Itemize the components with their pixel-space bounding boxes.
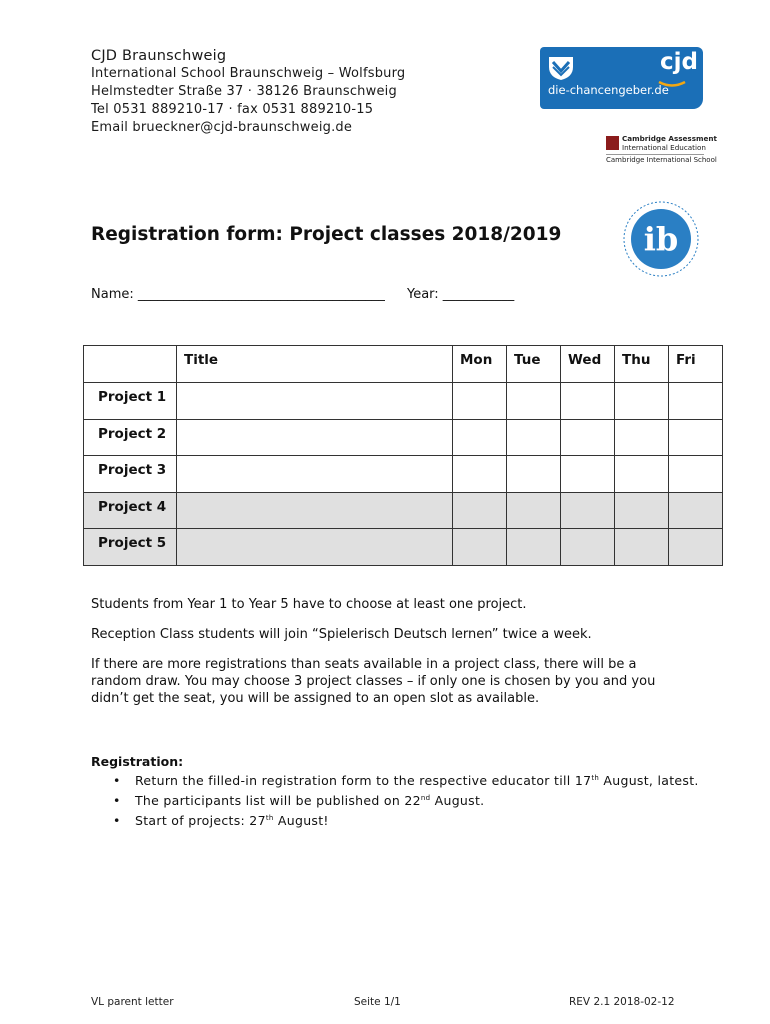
bullet-text: Return the filled-in registration form to the respective educator till 17	[135, 773, 592, 788]
fri-cell[interactable]	[669, 456, 723, 493]
title-cell[interactable]	[177, 420, 453, 456]
fri-cell[interactable]	[669, 493, 723, 529]
wed-cell[interactable]	[561, 383, 615, 420]
header-thu: Thu	[615, 346, 669, 383]
street-address: Helmstedter Straße 37 · 38126 Braunschweig	[91, 84, 397, 99]
bullet-sup: nd	[420, 793, 431, 802]
table-row	[84, 383, 723, 420]
wed-cell[interactable]	[561, 456, 615, 493]
cambridge-shield-icon	[606, 136, 619, 150]
form-title: Registration form: Project classes 2018/2019	[91, 224, 562, 245]
paragraph-draw: If there are more registrations than seats available in a project class, there will be a random draw. You may choose 3 project classes – if only one is chosen by you and you didn’t get the seat, you will be assigned to an open slot as available.	[91, 657, 656, 706]
mon-cell[interactable]	[453, 493, 507, 529]
bullet-sup: th	[591, 773, 600, 782]
thu-cell[interactable]	[615, 420, 669, 456]
table-row	[84, 420, 723, 456]
school-name: International School Braunschweig – Wolfsburg	[91, 66, 406, 81]
paragraph-reception: Reception Class students will join “Spielerisch Deutsch lernen” twice a week.	[91, 627, 592, 642]
phone-fax: Tel 0531 889210-17 · fax 0531 889210-15	[91, 102, 374, 117]
thu-cell[interactable]	[615, 456, 669, 493]
table-header-row	[84, 346, 723, 383]
registration-heading: Registration:	[91, 754, 184, 769]
mon-cell[interactable]	[453, 529, 507, 566]
row-label: Project 1	[84, 383, 177, 420]
header-mon: Mon	[453, 346, 507, 383]
fri-cell[interactable]	[669, 529, 723, 566]
bullet-icon: •	[113, 773, 121, 788]
tue-cell[interactable]	[507, 529, 561, 566]
bullet-text: The participants list will be published on 22	[135, 793, 421, 808]
cambridge-line1: Cambridge Assessment	[622, 134, 717, 143]
email-line: Email brueckner@cjd-braunschweig.de	[91, 120, 353, 135]
tue-cell[interactable]	[507, 420, 561, 456]
list-item	[113, 773, 699, 788]
header-empty-cell	[84, 346, 177, 383]
bullet-icon: •	[113, 793, 121, 808]
wed-cell[interactable]	[561, 529, 615, 566]
title-cell[interactable]	[177, 529, 453, 566]
mon-cell[interactable]	[453, 383, 507, 420]
thu-cell[interactable]	[615, 529, 669, 566]
bullet-text-end: August.	[430, 793, 485, 808]
project-table	[83, 345, 723, 566]
table-row	[84, 493, 723, 529]
thu-cell[interactable]	[615, 493, 669, 529]
cambridge-line2: International Education	[622, 143, 706, 152]
cjd-wordmark: cjd	[660, 49, 698, 75]
table-row	[84, 529, 723, 566]
cambridge-divider	[606, 154, 704, 155]
bullet-text-end: August, latest.	[599, 773, 699, 788]
mon-cell[interactable]	[453, 456, 507, 493]
cjd-tagline: die-chancengeber.de	[548, 83, 669, 97]
ib-letters: ib	[643, 220, 679, 258]
paragraph-year-rule: Students from Year 1 to Year 5 have to choose at least one project.	[91, 597, 527, 612]
bullet-icon: •	[113, 813, 121, 828]
list-item	[113, 813, 329, 828]
cjd-shield-icon	[547, 55, 575, 81]
name-field[interactable]: Name: ______________________________________	[91, 287, 385, 302]
footer-revision: REV 2.1 2018-02-12	[569, 996, 675, 1008]
tue-cell[interactable]	[507, 493, 561, 529]
list-item	[113, 793, 484, 808]
thu-cell[interactable]	[615, 383, 669, 420]
title-cell[interactable]	[177, 493, 453, 529]
title-cell[interactable]	[177, 383, 453, 420]
row-label: Project 3	[84, 456, 177, 493]
bullet-text: Start of projects: 27	[135, 813, 266, 828]
tue-cell[interactable]	[507, 456, 561, 493]
year-field[interactable]: Year: ___________	[407, 287, 515, 302]
table-row	[84, 456, 723, 493]
bullet-sup: th	[265, 813, 274, 822]
header-fri: Fri	[669, 346, 723, 383]
bullet-text-end: August!	[273, 813, 329, 828]
wed-cell[interactable]	[561, 493, 615, 529]
org-name: CJD Braunschweig	[91, 48, 227, 64]
row-label: Project 4	[84, 493, 177, 529]
header-tue: Tue	[507, 346, 561, 383]
header-wed: Wed	[561, 346, 615, 383]
cjd-logo	[540, 47, 703, 109]
row-label: Project 2	[84, 420, 177, 456]
header-address	[91, 47, 405, 137]
row-label: Project 5	[84, 529, 177, 566]
fri-cell[interactable]	[669, 383, 723, 420]
footer-left: VL parent letter	[91, 996, 174, 1008]
title-cell[interactable]	[177, 456, 453, 493]
footer-page: Seite 1/1	[354, 996, 401, 1008]
tue-cell[interactable]	[507, 383, 561, 420]
ib-logo-icon	[622, 200, 700, 278]
cambridge-line3: Cambridge International School	[606, 156, 717, 164]
wed-cell[interactable]	[561, 420, 615, 456]
fri-cell[interactable]	[669, 420, 723, 456]
header-title: Title	[177, 346, 453, 383]
mon-cell[interactable]	[453, 420, 507, 456]
